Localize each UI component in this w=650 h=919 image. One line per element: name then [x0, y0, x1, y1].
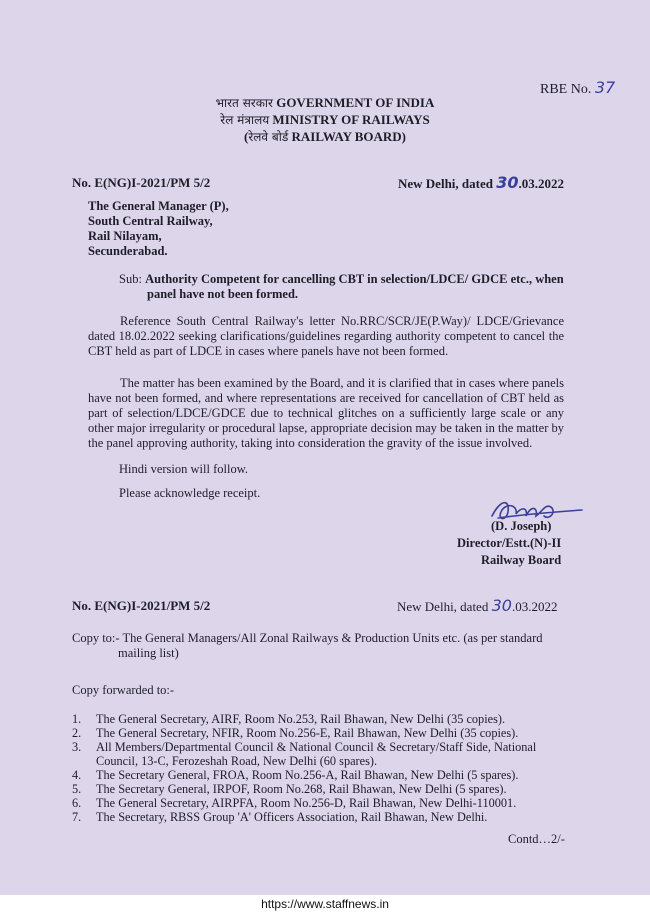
list-item-number: 1.: [72, 712, 82, 726]
signatory-organization: Railway Board: [481, 553, 562, 567]
header-hindi-board: रेलवे बोर्ड: [248, 130, 289, 144]
rbe-label: RBE No.: [540, 82, 592, 97]
header-line-government: [0, 94, 650, 112]
list-item-text: The Secretary, RBSS Group 'A' Officers Association, Rail Bhawan, New Delhi.: [96, 810, 488, 824]
list-item: [72, 740, 572, 768]
list-item-number: 7.: [72, 810, 82, 824]
footer-url[interactable]: https://www.staffnews.in: [261, 897, 389, 911]
letter-ref-number: No. E(NG)I-2021/PM 5/2: [72, 175, 211, 190]
continued-marker: Contd…2/-: [508, 832, 565, 846]
copy-date: [397, 596, 557, 615]
letter-date: [398, 173, 564, 192]
header-line-ministry: [0, 111, 650, 129]
header-english-government: GOVERNMENT OF INDIA: [276, 95, 435, 110]
list-item-text: All Members/Departmental Council & National Council & Secretary/Staff Side, National: [96, 740, 537, 754]
header-hindi-government: भारत सरकार: [215, 96, 273, 110]
addressee-line: Rail Nilayam,: [88, 229, 162, 243]
subject-text-line1: Authority Competent for cancelling CBT in selection/LDCE/ GDCE etc., when: [145, 272, 564, 286]
copy-date-handwritten: 30: [491, 596, 512, 615]
list-item: [72, 726, 572, 740]
list-item-text-continued: Council, 13-C, Ferozeshah Road, New Delhi (60 spares).: [96, 754, 378, 768]
list-item: [72, 796, 572, 810]
header-hindi-ministry: रेल मंत्रालय: [220, 113, 270, 127]
list-item-number: 3.: [72, 740, 82, 754]
rbe-number-handwritten: 37: [594, 78, 616, 97]
list-item-text: The General Secretary, NFIR, Room No.256-E, Rail Bhawan, New Delhi (35 copies).: [96, 726, 519, 740]
list-item: [72, 768, 572, 782]
list-item-number: 6.: [72, 796, 82, 810]
copy-ref-number: No. E(NG)I-2021/PM 5/2: [72, 598, 211, 613]
letter-date-handwritten: 30: [496, 173, 519, 192]
copy-forwarded-label: Copy forwarded to:-: [72, 683, 175, 697]
copy-to-line1: Copy to:- The General Managers/All Zonal Railways & Production Units etc. (as per standard: [72, 631, 543, 645]
copy-date-prefix: New Delhi, dated: [397, 599, 489, 614]
letter-date-suffix: .03.2022: [518, 176, 564, 191]
list-item-number: 2.: [72, 726, 82, 740]
addressee-line: The General Manager (P),: [88, 199, 229, 213]
list-item-text: The Secretary General, IRPOF, Room No.268, Rail Bhawan, New Delhi (5 spares).: [96, 782, 507, 796]
letter-date-prefix: New Delhi, dated: [398, 176, 493, 191]
list-item: [72, 712, 572, 726]
addressee-line: South Central Railway,: [88, 214, 213, 228]
list-item-number: 4.: [72, 768, 82, 782]
acknowledge-note: Please acknowledge receipt.: [119, 486, 261, 500]
addressee-line: Secunderabad.: [88, 244, 168, 258]
paragraph-clarification: The matter has been examined by the Board, and it is clarified that in cases where panels have not been formed, and where representations are received for cancellation of CBT held as part of selection/LDCE/GDCE due to technical glitches on a sufficiently large scale or any other major irregularity or procedural lapse, appropriate decision may be taken in the matter by the panel approving authority, taking into consideration the gravity of the issue involved.: [88, 376, 564, 450]
list-item-text: The General Secretary, AIRPFA, Room No.256-D, Rail Bhawan, New Delhi-110001.: [96, 796, 517, 810]
copy-to-block: [72, 631, 572, 661]
list-item: [72, 810, 572, 824]
addressee-block: [88, 199, 229, 259]
subject-label: Sub:: [119, 272, 142, 286]
subject-text-line2: panel have not been formed.: [147, 287, 299, 301]
signatory-name: (D. Joseph): [491, 519, 552, 533]
subject-block: [119, 272, 589, 302]
copy-date-suffix: .03.2022: [511, 599, 558, 614]
signatory-title: Director/Estt.(N)-II: [457, 536, 562, 550]
copy-to-line2: mailing list): [118, 646, 179, 660]
paragraph-reference: Reference South Central Railway's letter No.RRC/SCR/JE(P.Way)/ LDCE/Grievance dated 18.02.2022 seeking clarifications/guidelines regarding authority competent to cancel the CBT held as part of LDCE in cases where panels have not been formed.: [88, 314, 564, 358]
list-item-number: 5.: [72, 782, 82, 796]
list-item-text: The General Secretary, AIRF, Room No.253, Rail Bhawan, New Delhi (35 copies).: [96, 712, 506, 726]
list-item-text: The Secretary General, FROA, Room No.256-A, Rail Bhawan, New Delhi (5 spares).: [96, 768, 519, 782]
list-item: [72, 782, 572, 796]
header-line-board: [0, 128, 650, 146]
header-paren: (: [243, 129, 249, 144]
hindi-version-note: Hindi version will follow.: [119, 462, 249, 476]
header-english-ministry: MINISTRY OF RAILWAYS: [272, 112, 430, 127]
header-english-board: RAILWAY BOARD): [291, 129, 406, 144]
